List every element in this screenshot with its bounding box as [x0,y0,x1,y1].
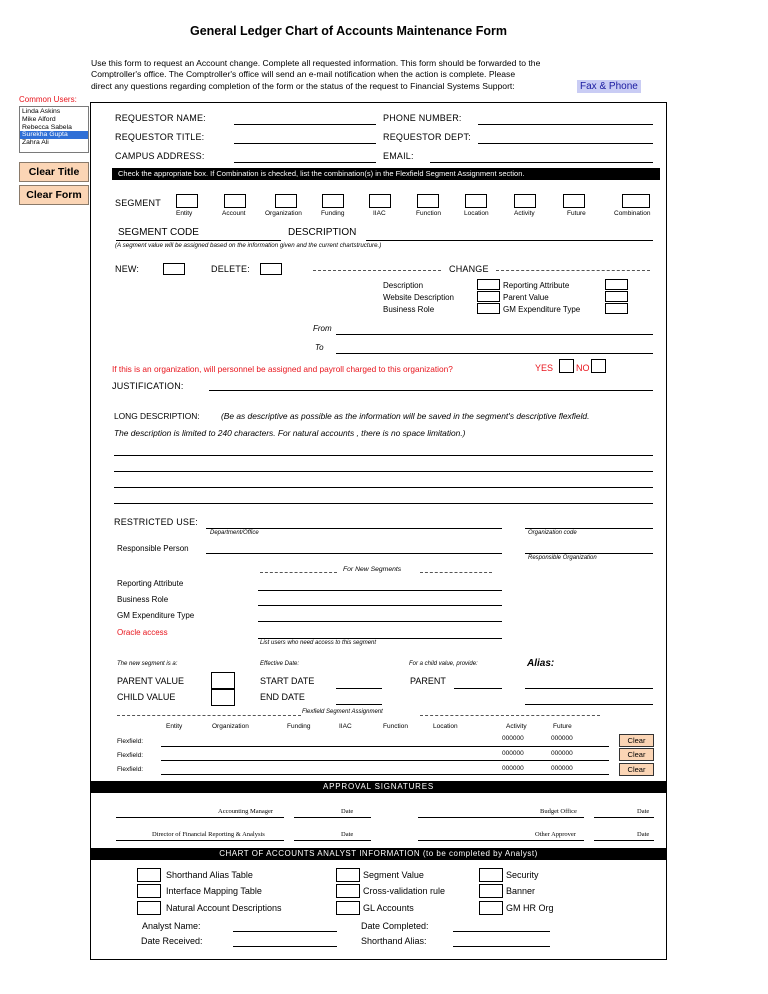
no-label: NO [576,363,590,373]
clear-form-button[interactable]: Clear Form [19,185,89,205]
change-label: CHANGE [449,264,489,274]
long-description-line[interactable] [114,487,653,488]
analyst-option-label: Interface Mapping Table [166,886,262,896]
from-field[interactable] [336,334,653,335]
flexfield-column-header: Activity [506,723,527,730]
requestor-dept-label: REQUESTOR DEPT: [383,132,471,142]
segment-option-label: Activity [514,210,535,217]
director-label: Director of Financial Reporting & Analysis [152,831,265,838]
segment-code-label: SEGMENT CODE [118,227,199,238]
alias-field-2[interactable] [525,704,653,705]
long-description-label: LONG DESCRIPTION: [114,411,200,421]
segment-option-label: Funding [321,210,345,217]
long-description-note-2: The description is limited to 240 characters. For natural accounts , there is no space limitation.) [114,428,466,438]
change-parent-value-checkbox[interactable] [605,291,628,302]
restricted-use-label: RESTRICTED USE: [114,517,199,527]
segment-funding-checkbox[interactable] [322,194,344,208]
segment-option-label: Location [464,210,489,217]
segment-combination-checkbox[interactable] [622,194,650,208]
security-checkbox[interactable] [479,868,503,882]
flexfield-activity-value: 000000 [502,765,524,772]
list-item[interactable]: Zahra Ali [22,139,49,147]
start-date-label: START DATE [260,676,315,686]
flexfield-column-header: Funding [287,723,311,730]
analyst-name-label: Analyst Name: [142,921,201,931]
flexfield-column-header: Function [383,723,408,730]
date-label: Date [637,831,650,838]
requestor-title-field[interactable] [234,143,376,144]
alias-label: Alias: [527,658,555,669]
segment-entity-checkbox[interactable] [176,194,198,208]
budget-office-label: Budget Office [540,808,577,815]
clear-title-button[interactable]: Clear Title [19,162,89,182]
list-item[interactable]: Rebecca Sabela [22,123,72,131]
date-label: Date [341,831,354,838]
change-gm-expenditure-type-checkbox[interactable] [605,303,628,314]
segment-activity-checkbox[interactable] [514,194,536,208]
segment-option-label: Function [416,210,441,217]
cross-validation-rule-checkbox[interactable] [336,884,360,898]
accounting-manager-signature-field[interactable] [116,817,284,818]
natural-account-descriptions-checkbox[interactable] [137,901,161,915]
fax-phone-link[interactable]: Fax & Phone [577,80,641,93]
page-title: General Ledger Chart of Accounts Maintenance Form [190,24,507,38]
flexfield-row-line[interactable] [161,774,609,775]
new-segment-is-label: The new segment is a: [117,661,178,667]
flexfield-future-value: 000000 [551,735,573,742]
approval-signatures-bar: APPROVAL SIGNATURES [90,781,667,793]
child-value-checkbox[interactable] [211,689,235,706]
organization-code-caption: Organization code [528,530,577,536]
analyst-option-label: Security [506,870,539,880]
interface-mapping-table-checkbox[interactable] [137,884,161,898]
business-role-field[interactable] [258,605,502,606]
flexfield-activity-value: 000000 [502,750,524,757]
segment-option-label: Future [567,210,586,217]
segment-option-label: Account [222,210,246,217]
email-label: EMAIL: [383,151,414,161]
check-instructions-bar: Check the appropriate box. If Combination is checked, list the combination(s) in the Flexfield Segment Assignment section. [112,168,660,180]
change-option-label: Website Description [383,293,454,302]
analyst-info-bar: CHART OF ACCOUNTS ANALYST INFORMATION (to be completed by Analyst) [90,848,667,860]
child-value-label: CHILD VALUE [117,692,176,702]
date-completed-label: Date Completed: [361,921,429,931]
flexfield-clear-button[interactable]: Clear [619,748,654,761]
gm-hr-org-checkbox[interactable] [479,901,503,915]
analyst-option-label: GL Accounts [363,903,414,913]
shorthand-alias-label: Shorthand Alias: [361,936,427,946]
flexfield-row-label: Flexfield: [117,766,144,773]
change-reporting-attribute-checkbox[interactable] [605,279,628,290]
change-option-label: GM Expenditure Type [503,305,581,314]
flexfield-divider-right [420,715,600,716]
change-business-role-checkbox[interactable] [477,303,500,314]
campus-address-label: CAMPUS ADDRESS: [115,151,205,161]
banner-checkbox[interactable] [479,884,503,898]
long-description-note-1: (Be as descriptive as possible as the information will be saved in the segment's descriptive flexfield. [221,411,590,421]
flexfield-activity-value: 000000 [502,735,524,742]
flexfield-column-header: IIAC [339,723,352,730]
description-label: DESCRIPTION [288,227,357,238]
flexfield-row-line[interactable] [161,746,609,747]
responsible-organization-caption: Responsible Organization [528,555,597,561]
date-completed-field[interactable] [453,931,550,932]
campus-address-field[interactable] [234,162,376,163]
common-users-list[interactable] [19,106,89,153]
flexfield-column-header: Entity [166,723,183,730]
flexfield-clear-button[interactable]: Clear [619,763,654,776]
requestor-name-label: REQUESTOR NAME: [115,113,206,123]
other-approver-signature-field[interactable] [418,840,584,841]
requestor-dept-field[interactable] [478,143,653,144]
delete-label: DELETE: [211,264,250,274]
list-item-selected[interactable]: Surekha Gupta [20,131,88,139]
date-label: Date [341,808,354,815]
flexfield-header: Flexfield Segment Assignment [302,709,383,715]
analyst-option-label: Banner [506,886,536,896]
segment-code-field[interactable] [116,240,281,241]
justification-label: JUSTIFICATION: [112,381,184,391]
requestor-title-label: REQUESTOR TITLE: [115,132,205,142]
analyst-option-label: Natural Account Descriptions [166,903,282,913]
to-label: To [315,343,324,352]
end-date-field[interactable] [336,704,382,705]
shorthand-alias-table-checkbox[interactable] [137,868,161,882]
other-approver-label: Other Approver [535,831,576,838]
requestor-name-field[interactable] [234,124,376,125]
reporting-attribute-label: Reporting Attribute [117,579,184,588]
new-checkbox[interactable] [163,263,185,275]
segment-option-label: Organization [265,210,302,217]
department-office-field[interactable] [206,528,502,529]
long-description-line[interactable] [114,503,653,504]
analyst-option-label: GM HR Org [506,903,554,913]
segment-note: (A segment value will be assigned based on the information given and the current chartstructure.) [115,242,382,249]
list-users-caption: List users who need access to this segment [260,640,377,646]
flexfield-future-value: 000000 [551,750,573,757]
yes-checkbox[interactable] [559,359,574,373]
flexfield-row-line[interactable] [161,760,609,761]
budget-office-date-field[interactable] [594,817,654,818]
new-segments-divider-right [420,572,492,573]
accounting-manager-date-field[interactable] [294,817,371,818]
responsible-person-field[interactable] [206,553,502,554]
flexfield-future-value: 000000 [551,765,573,772]
segment-organization-checkbox[interactable] [275,194,297,208]
other-approver-date-field[interactable] [594,840,654,841]
date-received-label: Date Received: [141,936,203,946]
accounting-manager-label: Accounting Manager [218,808,274,815]
long-description-line[interactable] [114,455,653,456]
change-option-label: Reporting Attribute [503,281,570,290]
intro-line-2: Comptroller's office. The Comptroller's office will send an e-mail notification when the action is complete. Please [91,69,516,79]
phone-number-field[interactable] [478,124,653,125]
analyst-option-label: Shorthand Alias Table [166,870,253,880]
shorthand-alias-field[interactable] [453,946,550,947]
parent-value-checkbox[interactable] [211,672,235,689]
to-field[interactable] [336,353,653,354]
new-segments-header: For New Segments [343,566,402,573]
yes-label: YES [535,363,554,373]
common-users-label: Common Users: [19,95,77,104]
analyst-option-label: Cross-validation rule [363,886,446,896]
gm-expenditure-type-field[interactable] [258,621,502,622]
segment-value-checkbox[interactable] [336,868,360,882]
change-website-description-checkbox[interactable] [477,291,500,302]
effective-date-label: Effective Date: [260,661,300,667]
parent-field[interactable] [454,688,502,689]
flexfield-clear-button[interactable]: Clear [619,734,654,747]
flexfield-row-label: Flexfield: [117,738,144,745]
analyst-name-field[interactable] [233,931,337,932]
change-option-label: Description [383,281,424,290]
start-date-field[interactable] [336,688,382,689]
segment-iiac-checkbox[interactable] [369,194,391,208]
email-field[interactable] [430,162,653,163]
segment-label: SEGMENT [115,198,161,208]
segment-option-label: Combination [614,210,651,217]
flexfield-row-label: Flexfield: [117,752,144,759]
phone-number-label: PHONE NUMBER: [383,113,462,123]
reporting-attribute-field[interactable] [258,590,502,591]
from-label: From [313,324,332,333]
segment-option-label: IIAC [373,210,386,217]
date-label: Date [637,808,650,815]
long-description-line[interactable] [114,471,653,472]
flexfield-divider-left [117,715,301,716]
list-item[interactable]: Linda Askins [22,108,61,115]
oracle-access-label: Oracle access [117,628,168,637]
director-signature-field[interactable] [116,840,284,841]
child-value-provide-label: For a child value, provide: [409,661,478,667]
responsible-person-label: Responsible Person [117,544,189,553]
org-question: If this is an organization, will personnel be assigned and payroll charged to this organization? [112,364,453,374]
intro-line-1: Use this form to request an Account change. Complete all requested information. This form should be forwarded to the [91,58,541,68]
business-role-label: Business Role [117,595,169,604]
change-description-checkbox[interactable] [477,279,500,290]
oracle-access-field[interactable] [258,638,502,639]
budget-office-signature-field[interactable] [418,817,584,818]
responsible-organization-field[interactable] [525,553,653,554]
segment-location-checkbox[interactable] [465,194,487,208]
description-field[interactable] [366,240,653,241]
parent-value-label: PARENT VALUE [117,676,185,686]
change-divider-left [313,270,441,271]
gl-accounts-checkbox[interactable] [336,901,360,915]
new-segments-divider-left [260,572,337,573]
change-divider-right [496,270,650,271]
segment-function-checkbox[interactable] [417,194,439,208]
justification-field[interactable] [209,390,653,391]
director-date-field[interactable] [294,840,371,841]
department-office-caption: Department/Office [210,530,259,536]
segment-account-checkbox[interactable] [224,194,246,208]
delete-checkbox[interactable] [260,263,282,275]
alias-field[interactable] [525,688,653,689]
flexfield-column-header: Organization [212,723,249,730]
no-checkbox[interactable] [591,359,606,373]
organization-code-field[interactable] [525,528,653,529]
gm-expenditure-type-label: GM Expenditure Type [117,611,195,620]
list-item[interactable]: Mike Alford [22,115,56,123]
date-received-field[interactable] [233,946,337,947]
parent-label: PARENT [410,676,446,686]
intro-line-3: direct any questions regarding completion of the form or the status of the request to Financial Systems Support: [91,81,515,91]
flexfield-column-header: Location [433,723,458,730]
change-option-label: Business Role [383,305,435,314]
end-date-label: END DATE [260,692,305,702]
analyst-option-label: Segment Value [363,870,424,880]
new-label: NEW: [115,264,140,274]
change-option-label: Parent Value [503,293,549,302]
segment-option-label: Entity [176,210,193,217]
segment-future-checkbox[interactable] [563,194,585,208]
flexfield-column-header: Future [553,723,572,730]
